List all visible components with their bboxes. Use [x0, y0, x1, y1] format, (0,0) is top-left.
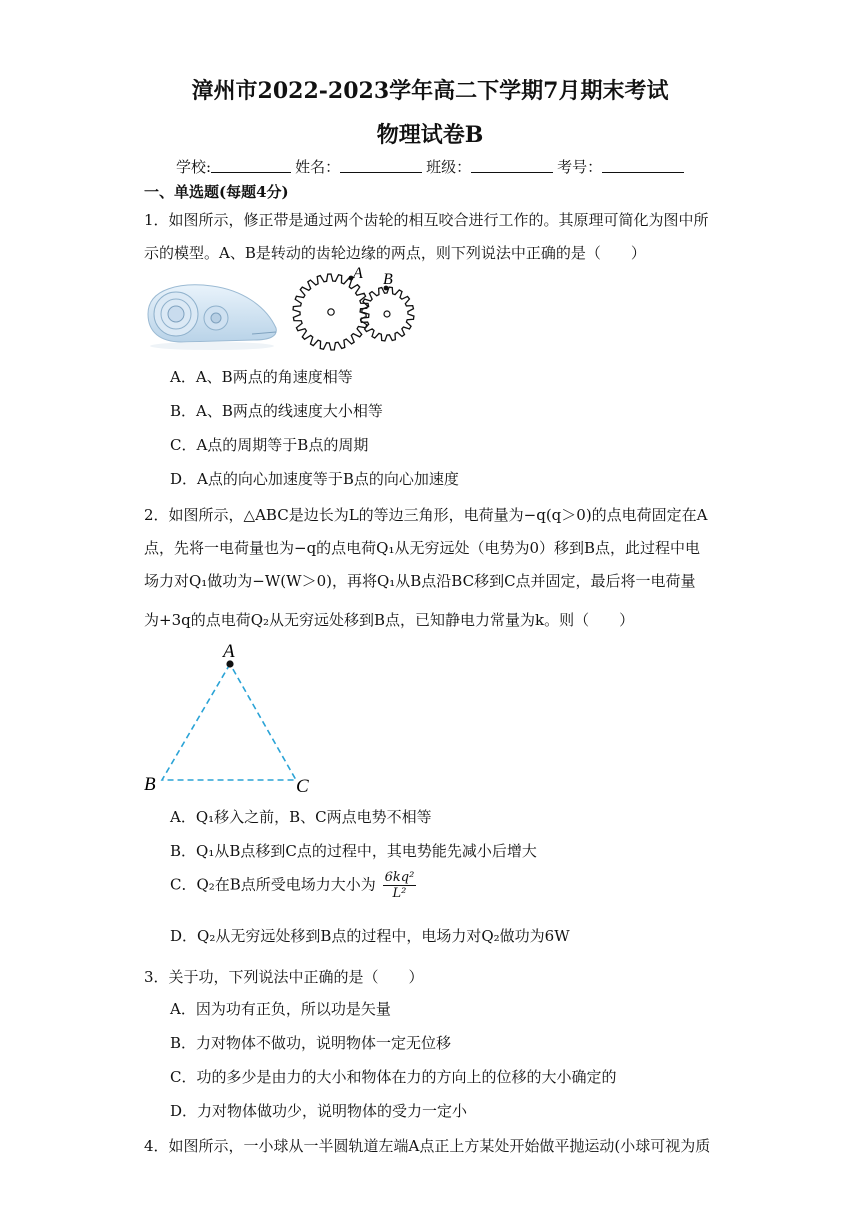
class-field[interactable]: [471, 156, 553, 173]
class-label: 班级：: [426, 158, 472, 176]
q1-line2: 示的模型。A、B是转动的齿轮边缘的两点，则下列说法中正确的是（ ）: [144, 244, 646, 262]
exam-number-label: 考号：: [557, 158, 603, 176]
vertex-label-b: B: [144, 774, 156, 795]
vertex-label-a: A: [223, 641, 235, 662]
gear-label-a: A: [353, 266, 363, 282]
vertex-label-c: C: [296, 776, 309, 796]
name-field[interactable]: [340, 156, 422, 173]
triangle-diagram: [140, 640, 320, 796]
fraction-numerator: 6kq²: [384, 870, 415, 885]
q1-option-a[interactable]: A．A、B两点的角速度相等: [170, 368, 353, 386]
q1-option-b[interactable]: B．A、B两点的线速度大小相等: [170, 402, 383, 420]
q2-line3: 场力对Q₁做功为−W(W＞0)，再将Q₁从B点沿BC移到C点并固定，最后将一电荷量: [144, 572, 696, 590]
fraction-denominator: L²: [392, 886, 407, 901]
gear-label-b: B: [383, 271, 393, 288]
q2-line4: 为+3q的点电荷Q₂从无穷远处移到B点，已知静电力常量为k。则（ ）: [144, 611, 635, 629]
name-label: 姓名：: [295, 158, 341, 176]
q2-option-c-fraction: [383, 870, 417, 901]
q1-option-d[interactable]: D．A点的向心加速度等于B点的向心加速度: [170, 470, 459, 488]
school-label: 学校:: [176, 158, 212, 176]
q3-stem: 3．关于功，下列说法中正确的是（ ）: [144, 968, 424, 986]
q2-option-c-text: C．Q₂在B点所受电场力大小为: [170, 875, 376, 894]
exam-title: 漳州市2022-2023学年高二下学期7月期末考试: [191, 78, 669, 104]
triangle-abc: [162, 664, 296, 780]
q1-line1: 1．如图所示，修正带是通过两个齿轮的相互咬合进行工作的。其原理可简化为图中所: [144, 211, 709, 229]
q2-line2: 点，先将一电荷量也为−q的点电荷Q₁从无穷远处（电势为0）移到B点，此过程中电: [144, 539, 701, 557]
q2-option-d[interactable]: D．Q₂从无穷远处移到B点的过程中，电场力对Q₂做功为6W: [170, 927, 570, 945]
large-gear: [293, 274, 369, 350]
q2-option-a[interactable]: A．Q₁移入之前，B、C两点电势不相等: [170, 808, 432, 826]
q3-option-a[interactable]: A．因为功有正负，所以功是矢量: [170, 1000, 391, 1018]
gears-diagram: [290, 266, 424, 356]
exam-number-field[interactable]: [602, 156, 684, 173]
q3-option-d[interactable]: D．力对物体做功少，说明物体的受力一定小: [170, 1102, 468, 1120]
section-heading: 一、单选题(每题4分): [144, 183, 289, 201]
q2-option-c[interactable]: [170, 870, 416, 901]
q1-option-c[interactable]: C．A点的周期等于B点的周期: [170, 436, 369, 454]
school-field[interactable]: [211, 156, 291, 173]
correction-tape-illustration: [142, 276, 280, 352]
q3-option-c[interactable]: C．功的多少是由力的大小和物体在力的方向上的位移的大小确定的: [170, 1068, 617, 1086]
q3-option-b[interactable]: B．力对物体不做功，说明物体一定无位移: [170, 1034, 452, 1052]
q4-line1: 4．如图所示，一小球从一半圆轨道左端A点正上方某处开始做平抛运动(小球可视为质: [144, 1137, 711, 1155]
q2-line1: 2．如图所示，△ABC是边长为L的等边三角形，电荷量为−q(q＞0)的点电荷固定在A: [144, 506, 708, 524]
exam-subtitle: 物理试卷B: [376, 122, 484, 148]
student-info-line: [176, 156, 684, 177]
q2-option-b[interactable]: B．Q₁从B点移到C点的过程中，其电势能先减小后增大: [170, 842, 537, 860]
